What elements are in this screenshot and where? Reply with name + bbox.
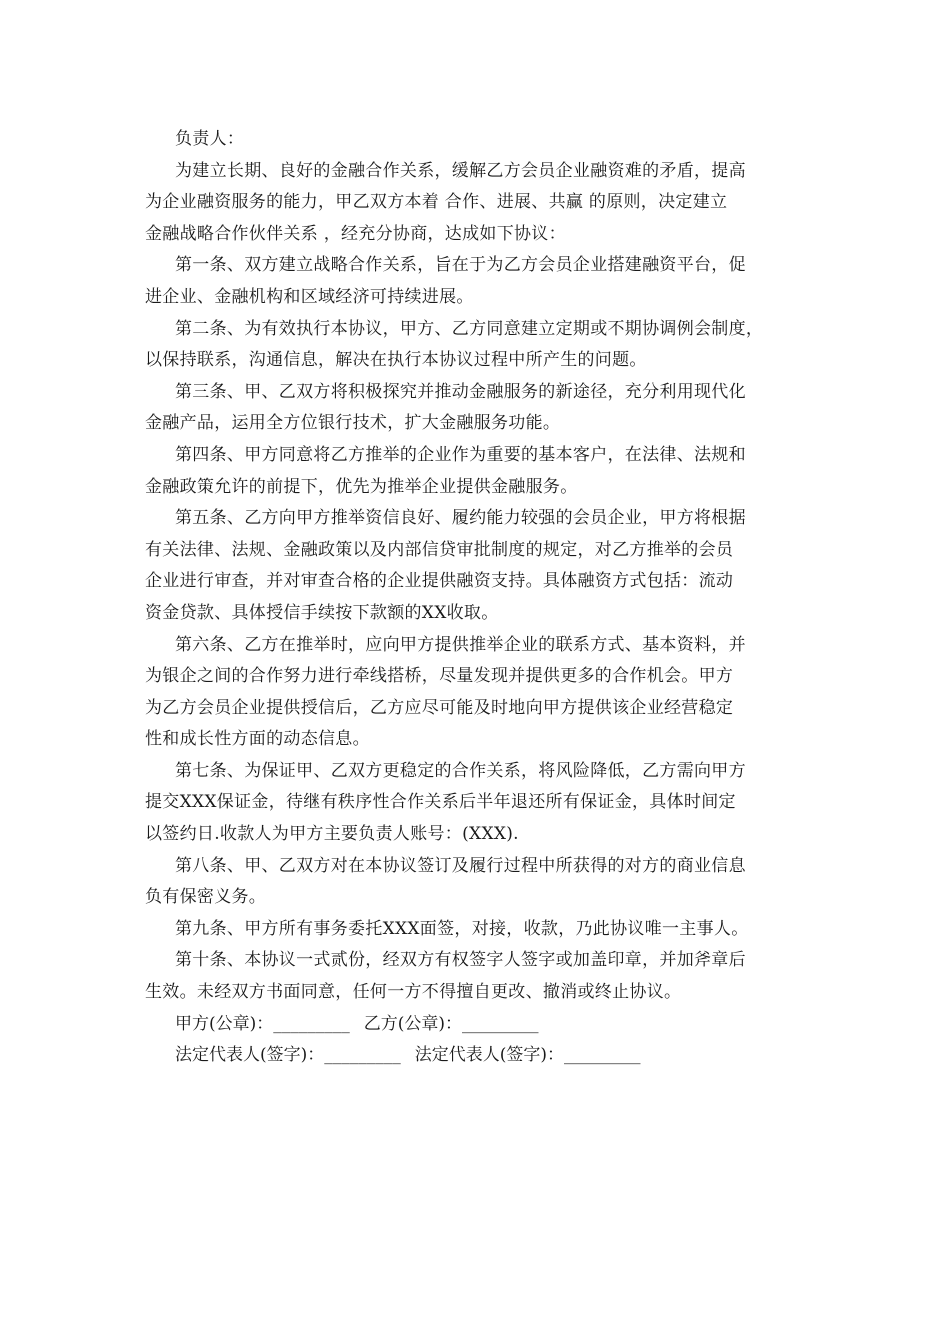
article-line: 第二条、为有效执行本协议，甲方、乙方同意建立定期或不期协调例会制度， <box>175 318 764 339</box>
article-line: 企业进行审查，并对审查合格的企业提供融资支持。具体融资方式包括：流动 <box>145 571 734 592</box>
document-body <box>145 124 813 1072</box>
article-line: 进企业、金融机构和区域经济可持续进展。 <box>145 286 474 307</box>
intro-line: 金融战略合作伙伴关系 ，经充分协商，达成如下协议： <box>145 223 566 244</box>
intro-line: 为建立长期、良好的金融合作关系，缓解乙方会员企业融资难的矛盾，提高 <box>175 160 746 181</box>
article-line: 为乙方会员企业提供授信后，乙方应尽可能及时地向甲方提供该企业经营稳定 <box>145 697 734 718</box>
article-line: 第一条、双方建立战略合作关系，旨在于为乙方会员企业搭建融资平台，促 <box>175 255 746 276</box>
article-2 <box>145 314 813 377</box>
article-line: 性和成长性方面的动态信息。 <box>145 729 370 750</box>
article-line: 第六条、乙方在推举时，应向甲方提供推举企业的联系方式、基本资料，并 <box>175 634 746 655</box>
article-line: 金融产品，运用全方位银行技术，扩大金融服务功能。 <box>145 413 561 434</box>
article-line: 资金贷款、具体授信手续按下款额的XX收取。 <box>145 602 499 623</box>
article-line: 有关法律、法规、金融政策以及内部信贷审批制度的规定，对乙方推举的会员 <box>145 539 734 560</box>
article-line: 第九条、甲方所有事务委托XXX面签，对接，收款，乃此协议唯一主事人。 <box>175 918 749 939</box>
seal-row <box>145 1009 813 1041</box>
representative-row <box>145 1040 813 1072</box>
responsible-person-label: 负责人： <box>175 129 245 149</box>
article-10 <box>145 945 813 1008</box>
article-line: 生效。未经双方书面同意，任何一方不得擅自更改、撤消或终止协议。 <box>145 982 682 1003</box>
intro-paragraph <box>145 156 813 251</box>
article-line: 第七条、为保证甲、乙双方更稳定的合作关系，将风险降低，乙方需向甲方 <box>175 760 746 781</box>
party-b-seal-field: 乙方(公章)：_________ <box>363 1013 539 1034</box>
article-line: 以保持联系，沟通信息，解决在执行本协议过程中所产生的问题。 <box>145 350 647 371</box>
article-3 <box>145 377 813 440</box>
party-b-representative-field: 法定代表人(签字)：_________ <box>414 1045 641 1066</box>
article-line: 为银企之间的合作努力进行牵线搭桥，尽量发现并提供更多的合作机会。甲方 <box>145 666 734 687</box>
header-line <box>145 124 813 156</box>
article-line: 负有保密义务。 <box>145 887 267 908</box>
article-line: 第四条、甲方同意将乙方推举的企业作为重要的基本客户，在法律、法规和 <box>175 444 746 465</box>
article-line: 第十条、本协议一式贰份，经双方有权签字人签字或加盖印章，并加斧章后 <box>175 950 746 971</box>
article-1 <box>145 250 813 313</box>
article-line: 第八条、甲、乙双方对在本协议签订及履行过程中所获得的对方的商业信息 <box>175 855 746 876</box>
article-9 <box>145 914 813 946</box>
article-line: 第三条、甲、乙双方将积极探究并推动金融服务的新途径，充分利用现代化 <box>175 381 746 402</box>
party-a-seal-field: 甲方(公章)：_________ <box>175 1013 350 1034</box>
article-line: 以签约日.收款人为甲方主要负责人账号：(XXX). <box>145 824 519 845</box>
article-line: 第五条、乙方向甲方推举资信良好、履约能力较强的会员企业，甲方将根据 <box>175 508 746 529</box>
article-line: 提交XXX保证金，待继有秩序性合作关系后半年退还所有保证金，具体时间定 <box>145 792 736 813</box>
article-line: 金融政策允许的前提下，优先为推举企业提供金融服务。 <box>145 476 578 497</box>
intro-line: 为企业融资服务的能力，甲乙双方本着 合作、进展、共赢 的原则，决定建立 <box>145 192 728 213</box>
article-5 <box>145 503 813 629</box>
article-6 <box>145 630 813 756</box>
article-8 <box>145 851 813 914</box>
article-7 <box>145 756 813 851</box>
party-a-representative-field: 法定代表人(签字)：_________ <box>175 1045 401 1066</box>
article-4 <box>145 440 813 503</box>
